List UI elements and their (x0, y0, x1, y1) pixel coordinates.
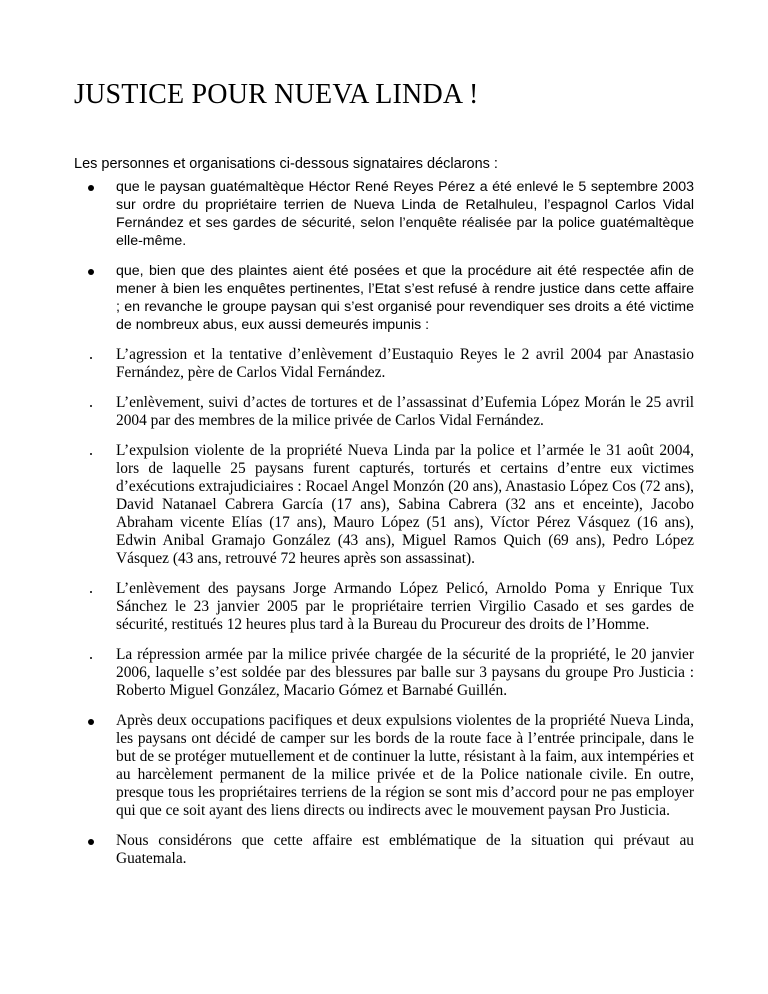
list-item (74, 394, 694, 430)
list-item-text: que, bien que des plaintes aient été posées et que la procédure ait été respectée afin de mener à bien les enquêtes pertinentes, l’Etat s’est refusé à rendre justice dans cette affaire ; en revanche le groupe paysan qui s’est organisé pour revendiquer ses droits a été victime de nombreux abus, eux aussi demeurés impunis : (116, 263, 694, 333)
list-item (74, 346, 694, 382)
bullet-dot-icon (90, 357, 92, 359)
list-item-text: Nous considérons que cette affaire est emblématique de la situation qui prévaut au Guatemala. (116, 832, 694, 867)
list-item-text: L’expulsion violente de la propriété Nueva Linda par la police et l’armée le 31 août 2004, lors de laquelle 25 paysans furent capturés, torturés et certains d’entre eux victimes d’exécutions extrajudiciaires : Rocael Angel Monzón (20 ans), Anastasio López Cos (72 ans), David Natanael Cabrera García (17 ans), Sabina Cabrera (32 ans et enceinte), Jacobo Abraham vicente Elías (17 ans), Mauro López (51 ans), Víctor Pérez Vásquez (16 ans), Edwin Anibal Gramajo González (43 ans), Miguel Ramos Quich (69 ans), Pedro López Vásquez (43 ans, retrouvé 72 heures après son assassinat). (116, 442, 694, 567)
bullet-disc-icon (88, 839, 94, 845)
list-item (74, 442, 694, 568)
list-item-text: L’enlèvement, suivi d’actes de tortures et de l’assassinat d’Eufemia López Morán le 25 avril 2004 par des membres de la milice privée de Carlos Vidal Fernández. (116, 394, 694, 429)
list-item (74, 580, 694, 634)
list-item-text: que le paysan guatémaltèque Héctor René Reyes Pérez a été enlevé le 5 septembre 2003 sur ordre du propriétaire terrien de Nueva Linda de Retalhuleu, l’espagnol Carlos Vidal Fernández et ses gardes de sécurité, selon l’enquête réalisée par la police guatémaltèque elle-même. (116, 179, 694, 249)
bullet-disc-icon (88, 269, 94, 275)
bullet-dot-icon (90, 453, 92, 455)
list-item (74, 262, 694, 334)
list-item (74, 832, 694, 868)
document-title: JUSTICE POUR NUEVA LINDA ! (74, 79, 479, 110)
bullet-dot-icon (90, 591, 92, 593)
list-item (74, 712, 694, 820)
bullet-disc-icon (88, 719, 94, 725)
bullet-disc-icon (88, 185, 94, 191)
list-item-text: Après deux occupations pacifiques et deux expulsions violentes de la propriété Nueva Linda, les paysans ont décidé de camper sur les bords de la route face à l’entrée principale, dans le but de se protéger mutuellement et de continuer la lutte, résistant à la faim, aux intempéries et au harcèlement permanent de la milice privée et de la Police nationale civile. En outre, presque tous les propriétaires terriens de la région se sont mis d’accord pour ne pas employer qui que ce soit ayant des liens directs ou indirects avec le mouvement paysan Pro Justicia. (116, 712, 694, 819)
list-item-text: L’agression et la tentative d’enlèvement d’Eustaquio Reyes le 2 avril 2004 par Anastasio Fernández, père de Carlos Vidal Fernández. (116, 346, 694, 381)
list-item-text: La répression armée par la milice privée chargée de la sécurité de la propriété, le 20 janvier 2006, laquelle s’est soldée par des blessures par balle sur 3 paysans du groupe Pro Justicia : Roberto Miguel González, Macario Gómez et Barnabé Guillén. (116, 646, 694, 699)
intro-paragraph: Les personnes et organisations ci-dessous signataires déclarons : (74, 156, 498, 172)
list-item (74, 178, 694, 250)
list-item (74, 646, 694, 700)
declaration-list (74, 178, 694, 880)
bullet-dot-icon (90, 657, 92, 659)
bullet-dot-icon (90, 405, 92, 407)
list-item-text: L’enlèvement des paysans Jorge Armando López Pelicó, Arnoldo Poma y Enrique Tux Sánchez le 23 janvier 2005 par le propriétaire terrien Virgilio Casado et ses gardes de sécurité, restitués 12 heures plus tard à la Bureau du Procureur des droits de l’Homme. (116, 580, 694, 633)
